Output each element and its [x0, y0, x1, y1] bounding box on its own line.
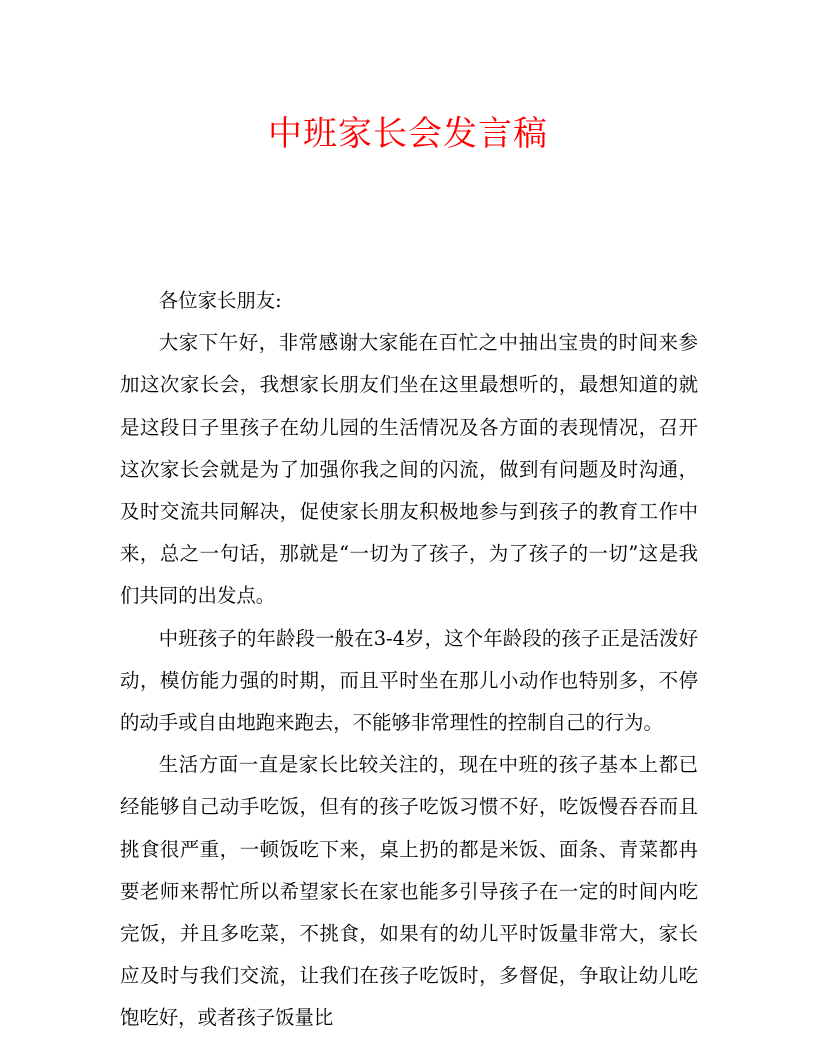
- paragraph-3: 生活方面一直是家长比较关注的，现在中班的孩子基本上都已经能够自己动手吃饭，但有的孩子吃饭习惯不好，吃饭慢吞吞而且挑食很严重，一顿饭吃下来，桌上扔的都是米饭、面条、青菜都冉要老师来帮忙所以希望家长在家也能多引导孩子在一定的时间内吃完饭，并且多吃菜，不挑食，如果有的幼儿平时饭量非常大，家长应及时与我们交流，让我们在孩子吃饭时，多督促，争取让幼儿吃饱吃好，或者孩子饭量比: [120, 753, 698, 1030]
- document-title: 中班家长会发言稿: [268, 114, 548, 154]
- salutation: 各位家长朋友:: [158, 289, 282, 312]
- paragraph-1: 大家下午好，非常感谢大家能在百忙之中抽出宝贵的时间来参加这次家长会，我想家长朋友们坐在这里最想听的，最想知道的就是这段日子里孩子在幼儿园的生活情况及各方面的表现情况，召开这次家长会就是为了加强你我之间的闪流，做到有问题及时沟通，及时交流共同解决，促使家长朋友积极地参与到孩子的教育工作中来，总之一句话，那就是“一切为了孩子，为了孩子的一切”这是我们共同的出发点。: [120, 331, 698, 608]
- paragraph-2: 中班孩子的年龄段一般在3-4岁，这个年龄段的孩子正是活泼好动，模仿能力强的时期，而且平时坐在那儿小动作也特别多，不停的动手或自由地跑来跑去，不能够非常理性的控制自己的行为。: [120, 626, 698, 735]
- document-body: [120, 280, 698, 1040]
